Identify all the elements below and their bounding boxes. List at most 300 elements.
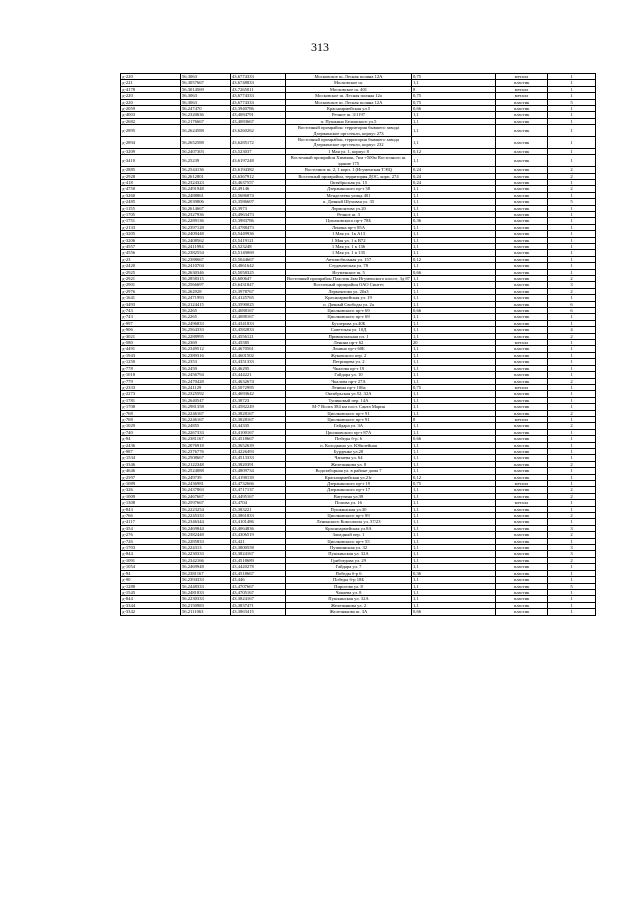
table-row [121, 359, 596, 365]
cell-longitude: 43,38723 [231, 397, 286, 403]
cell-id: д-2682 [121, 118, 181, 124]
cell-address: Тупиковый пер. 14А [286, 397, 412, 403]
cell-material: пластик [496, 205, 548, 211]
cell-latitude: 56,2382554 [181, 250, 231, 256]
cell-latitude: 56,2376776 [181, 448, 231, 454]
table-row [121, 74, 596, 80]
cell-id: д-2901 [121, 282, 181, 288]
cell-longitude: 43,600647 [231, 276, 286, 282]
cell-material: пластик [496, 513, 548, 519]
cell-material: пластик [496, 118, 548, 124]
cell-count: 2 [548, 288, 596, 294]
cell-address: Студенческая ул. 78 [286, 263, 412, 269]
cell-material: пластик [496, 243, 548, 249]
cell-count: 1 [548, 314, 596, 320]
cell-material: пластик [496, 410, 548, 416]
cell-value: 1,1 [412, 551, 496, 557]
cell-longitude: 43,5072995 [231, 384, 286, 390]
cell-address: Циолковского пр-т 78Б [286, 218, 412, 224]
cell-address: Ленина пр-т 60Б [286, 346, 412, 352]
cell-longitude: 43,5449936 [231, 231, 286, 237]
cell-id: д-1009 [121, 493, 181, 499]
cell-longitude: 43,4705167 [231, 589, 286, 595]
cell-count: 1 [548, 442, 596, 448]
cell-id: д-580 [121, 340, 181, 346]
cell-address: п. Пушкино Белинского ул.5 [286, 118, 412, 124]
cell-value: 1,1 [412, 112, 496, 118]
cell-material: пластик [496, 301, 548, 307]
cell-longitude: 43,421 [231, 538, 286, 544]
cell-address: Чапаева ул. 8 [286, 589, 412, 595]
cell-latitude: 56,2289136 [181, 218, 231, 224]
cell-longitude: 43,6260262 [231, 125, 286, 137]
cell-longitude: 43,444221 [231, 372, 286, 378]
cell-count: 2 [548, 276, 596, 282]
cell-id: д-3205 [121, 231, 181, 237]
cell-id: д-1288 [121, 583, 181, 589]
cell-material: пластик [496, 192, 548, 198]
cell-count: 1 [548, 589, 596, 595]
cell-latitude: 56,2471993 [181, 295, 231, 301]
cell-value: 1,1 [412, 137, 496, 149]
cell-longitude: 43,6774333 [231, 99, 286, 105]
cell-material: пластик [496, 173, 548, 179]
cell-value: 1,1 [412, 602, 496, 608]
cell-latitude: 56,2488861 [181, 192, 231, 198]
cell-latitude: 56,2246167 [181, 416, 231, 422]
cell-address: Лермонтова ул. 20а3 [286, 288, 412, 294]
cell-id: д-987 [121, 448, 181, 454]
table-row [121, 525, 596, 531]
cell-longitude: 43,4582833 [231, 327, 286, 333]
cell-id: д-1703 [121, 545, 181, 551]
cell-address: 1 Мая ул. 1, корпус 8 [286, 148, 412, 154]
cell-count: 1 [548, 224, 596, 230]
cell-latitude: 56,2389316 [181, 352, 231, 358]
cell-material: пластик [496, 231, 548, 237]
table-row [121, 327, 596, 333]
table-row [121, 256, 596, 262]
table-row [121, 538, 596, 544]
cell-latitude: 56,2267333 [181, 429, 231, 435]
cell-material: пластик [496, 224, 548, 230]
table-row [121, 416, 596, 422]
cell-value: 1,1 [412, 500, 496, 506]
cell-material: пластик [496, 218, 548, 224]
cell-longitude: 43,4351333 [231, 359, 286, 365]
cell-address: Циолковского пр-т 91 [286, 416, 412, 422]
table-row [121, 423, 596, 429]
cell-longitude: 43,6774333 [231, 74, 286, 80]
cell-count: 2 [548, 557, 596, 563]
cell-longitude: 43,4670561 [231, 346, 286, 352]
cell-value: 1,1 [412, 564, 496, 570]
cell-count: 5 [548, 583, 596, 589]
cell-count: 1 [548, 106, 596, 112]
cell-address: Московское ш. [286, 80, 412, 86]
cell-address: Железнякова ш. 3А [286, 609, 412, 615]
cell-count: 1 [548, 263, 596, 269]
cell-address: Лермонтова ул.20 [286, 205, 412, 211]
cell-latitude: 56,25239 [181, 155, 231, 167]
cell-material: пластик [496, 545, 548, 551]
cell-count: 1 [548, 125, 596, 137]
cell-value: 0,66 [412, 106, 496, 112]
cell-id: д-843 [121, 506, 181, 512]
table-row [121, 282, 596, 288]
cell-longitude: 43,4084791 [231, 112, 286, 118]
cell-id: д-743 [121, 314, 181, 320]
table-row [121, 231, 596, 237]
cell-latitude: 56,2624588 [181, 125, 231, 137]
table-row [121, 155, 596, 167]
cell-id: д-1155 [121, 205, 181, 211]
cell-count: 1 [548, 250, 596, 256]
cell-count: 1 [548, 596, 596, 602]
cell-id: д-4003 [121, 112, 181, 118]
cell-material: пластик [496, 461, 548, 467]
cell-longitude: 43,44335 [231, 423, 286, 429]
table-row [121, 80, 596, 86]
cell-value: 1,1 [412, 455, 496, 461]
cell-longitude: 43,4125765 [231, 295, 286, 301]
cell-material: пластик [496, 564, 548, 570]
cell-latitude: 56,2288995 [181, 333, 231, 339]
cell-latitude: 56,2346344 [181, 519, 231, 525]
cell-latitude: 56,2349512 [181, 346, 231, 352]
cell-material: пластик [496, 269, 548, 275]
cell-material: пластик [496, 263, 548, 269]
cell-value: 1,1 [412, 263, 496, 269]
cell-longitude: 43,4637557 [231, 179, 286, 185]
cell-longitude: 43,4809734 [231, 468, 286, 474]
table-row [121, 276, 596, 282]
table-row [121, 487, 596, 493]
table-row [121, 474, 596, 480]
table-row [121, 468, 596, 474]
cell-material: пластик [496, 429, 548, 435]
cell-longitude: 43,3590025 [231, 301, 286, 307]
cell-id: д-326 [121, 487, 181, 493]
cell-latitude: 56,2437863 [181, 487, 231, 493]
cell-value: 1,1 [412, 442, 496, 448]
cell-latitude: 56,2325592 [181, 391, 231, 397]
cell-address: Циолковского пр-т 87А [286, 429, 412, 435]
cell-id: д-2597 [121, 474, 181, 480]
cell-count: 1 [548, 231, 596, 237]
cell-id: д-1534 [121, 455, 181, 461]
cell-address: Октябрьская ул. 15 [286, 179, 412, 185]
cell-material: пластик [496, 372, 548, 378]
table-row [121, 118, 596, 124]
cell-value: 1,1 [412, 80, 496, 86]
table-row [121, 372, 596, 378]
cell-count: 2 [548, 173, 596, 179]
table-row [121, 346, 596, 352]
cell-material: пластик [496, 468, 548, 474]
cell-value: 1,1 [412, 118, 496, 124]
cell-latitude: 56,2245333 [181, 513, 231, 519]
cell-latitude: 56,3063 [181, 74, 231, 80]
cell-count: 1 [548, 320, 596, 326]
cell-id: д-220 [121, 74, 181, 80]
table-row [121, 218, 596, 224]
cell-value: 1,1 [412, 461, 496, 467]
cell-id: д-2895 [121, 125, 181, 137]
table-row [121, 410, 596, 416]
cell-id: д-2273 [121, 391, 181, 397]
cell-id: д-4750 [121, 186, 181, 192]
table-row [121, 250, 596, 256]
cell-value: 20 [412, 340, 496, 346]
cell-value: 1,1 [412, 557, 496, 563]
cell-longitude: 43,4556121 [231, 333, 286, 339]
table-row [121, 513, 596, 519]
cell-latitude: 56,262928 [181, 288, 231, 294]
cell-count: 1 [548, 577, 596, 583]
cell-id: д-1641 [121, 295, 181, 301]
cell-longitude: 43,3800558 [231, 545, 286, 551]
cell-material: пластик [496, 333, 548, 339]
cell-value: 1,1 [412, 506, 496, 512]
table-row [121, 545, 596, 551]
cell-value: 1,1 [412, 545, 496, 551]
cell-longitude: 43,3828167 [231, 416, 286, 422]
table-row [121, 564, 596, 570]
cell-latitude: 56,2076918 [181, 442, 231, 448]
cell-latitude: 56,2524088 [181, 468, 231, 474]
table-row [121, 224, 596, 230]
cell-material: пластик [496, 532, 548, 538]
cell-id: д-220 [121, 93, 181, 99]
cell-address: Красноармейская ул.21г [286, 474, 412, 480]
cell-value: 1,1 [412, 359, 496, 365]
cell-count: 1 [548, 352, 596, 358]
cell-material: пластик [496, 199, 548, 205]
cell-count: 1 [548, 416, 596, 422]
cell-value: 1,1 [412, 276, 496, 282]
cell-material: пластик [496, 167, 548, 173]
table-row [121, 436, 596, 442]
cell-id: д-768 [121, 410, 181, 416]
cell-longitude: 43,6194382 [231, 167, 286, 173]
cell-longitude: 43,4732666 [231, 481, 286, 487]
table-row [121, 429, 596, 435]
cell-latitude: 56,2039806 [181, 199, 231, 205]
cell-material: пластик [496, 250, 548, 256]
cell-latitude: 56,3014569 [181, 86, 231, 92]
cell-longitude: 43,4088167 [231, 308, 286, 314]
cell-count: 1 [548, 506, 596, 512]
cell-count: 1 [548, 455, 596, 461]
cell-latitude: 56,2564333 [181, 327, 231, 333]
cell-id: д-3021 [121, 333, 181, 339]
cell-count: 1 [548, 436, 596, 442]
cell-address: Циолковского пр-т 69 [286, 314, 412, 320]
cell-latitude: 56,2408562 [181, 237, 231, 243]
cell-material: пластик [496, 570, 548, 576]
cell-longitude: 43,3828167 [231, 410, 286, 416]
cell-id: д-726 [121, 538, 181, 544]
cell-material: металл [496, 86, 548, 92]
cell-count: 1 [548, 211, 596, 217]
table-row [121, 295, 596, 301]
cell-address: Речное ш. 3 [286, 211, 412, 217]
cell-value: 0,24 [412, 167, 496, 173]
cell-value: 1,1 [412, 513, 496, 519]
table-row [121, 397, 596, 403]
cell-value: 0,36 [412, 218, 496, 224]
cell-address: Московское ш. Лесная поляна 12А [286, 99, 412, 105]
cell-value: 1,1 [412, 352, 496, 358]
cell-value: 1,1 [412, 301, 496, 307]
cell-id: д-1091 [121, 557, 181, 563]
cell-count: 1 [548, 295, 596, 301]
cell-count: 1 [548, 519, 596, 525]
table-row [121, 506, 596, 512]
cell-value: 1,1 [412, 186, 496, 192]
cell-value: 1,1 [412, 231, 496, 237]
cell-value: 1,1 [412, 525, 496, 531]
cell-material: пластик [496, 320, 548, 326]
cell-material: пластик [496, 602, 548, 608]
cell-value: 1,1 [412, 583, 496, 589]
cell-material: пластик [496, 365, 548, 371]
table-row [121, 211, 596, 217]
cell-id: д-1751 [121, 218, 181, 224]
cell-latitude: 56,224313 [181, 545, 231, 551]
cell-material: пластик [496, 506, 548, 512]
cell-address: Попова ул. 16 [286, 500, 412, 506]
table-row [121, 596, 596, 602]
cell-id: д-4557 [121, 243, 181, 249]
cell-material: пластик [496, 577, 548, 583]
cell-longitude: 43,6774333 [231, 93, 286, 99]
cell-latitude: 56,2394333 [181, 577, 231, 583]
cell-id: д-1308 [121, 500, 181, 506]
cell-id: д-3342 [121, 609, 181, 615]
cell-address: Гайдара ул. 3А [286, 423, 412, 429]
cell-value: 0,75 [412, 99, 496, 105]
cell-latitude: 56,2382448 [181, 532, 231, 538]
cell-address: Дзержинского пр-т 17 [286, 487, 412, 493]
table-row [121, 455, 596, 461]
cell-material: пластик [496, 359, 548, 365]
cell-material: пластик [496, 308, 548, 314]
cell-count: 1 [548, 74, 596, 80]
table-row [121, 199, 596, 205]
cell-material: пластик [496, 583, 548, 589]
table-row [121, 352, 596, 358]
cell-count: 1 [548, 179, 596, 185]
cell-count: 1 [548, 118, 596, 124]
table-row [121, 301, 596, 307]
cell-material: пластик [496, 352, 548, 358]
cell-count: 1 [548, 384, 596, 390]
cell-count: 2 [548, 186, 596, 192]
cell-material: пластик [496, 404, 548, 410]
cell-material: пластик [496, 397, 548, 403]
data-table [120, 73, 596, 616]
cell-address: 1 Мая ул. 1 к 135 [286, 250, 412, 256]
cell-latitude: 56,2566697 [181, 282, 231, 288]
cell-id: д-1943 [121, 352, 181, 358]
table-row [121, 551, 596, 557]
cell-material: пластик [496, 186, 548, 192]
cell-address: Пушкинская ул. 32А [286, 551, 412, 557]
cell-id: д-4646 [121, 468, 181, 474]
cell-value: 1,1 [412, 519, 496, 525]
cell-material: металл [496, 384, 548, 390]
cell-longitude: 43,4707667 [231, 583, 286, 589]
cell-count: 6 [548, 308, 596, 314]
cell-address: Восточный промрайон, территория бывшего завода Дзержинское оргстекло, корпус 232 [286, 137, 412, 149]
cell-count: 1 [548, 93, 596, 99]
cell-latitude: 56,2436981 [181, 481, 231, 487]
cell-address: Восточный промрайон: территория бывшего завода Дзержинское оргстекло, корпус 273 [286, 125, 412, 137]
cell-material: пластик [496, 436, 548, 442]
cell-value: 1,1 [412, 224, 496, 230]
cell-latitude: 56,2448333 [181, 583, 231, 589]
cell-id: д-2925 [121, 269, 181, 275]
cell-count: 1 [548, 609, 596, 615]
table-row [121, 589, 596, 595]
cell-address: Циолковского пр-т 91 [286, 410, 412, 416]
cell-count: 2 [548, 532, 596, 538]
cell-material: пластик [496, 155, 548, 167]
cell-address: Победы б-р. 6 [286, 436, 412, 442]
cell-count: 1 [548, 474, 596, 480]
cell-value: 0,12 [412, 256, 496, 262]
table-row [121, 205, 596, 211]
table-row [121, 99, 596, 105]
cell-count: 1 [548, 404, 596, 410]
cell-count: 1 [548, 500, 596, 506]
cell-address: Циолковского пр-т 55 [286, 538, 412, 544]
cell-material: металл [496, 416, 548, 422]
cell-count: 1 [548, 137, 596, 149]
cell-value: 0,75 [412, 384, 496, 390]
table-row [121, 192, 596, 198]
cell-latitude: 56,2285833 [181, 538, 231, 544]
cell-address: Западный пер. 1 [286, 532, 412, 538]
cell-value: 1,1 [412, 410, 496, 416]
cell-longitude: 43,4704 [231, 500, 286, 506]
cell-latitude: 56,2630346 [181, 269, 231, 275]
cell-longitude: 43,6285172 [231, 137, 286, 149]
cell-value: 0,36 [412, 570, 496, 576]
cell-value: 0,12 [412, 474, 496, 480]
cell-material: пластик [496, 455, 548, 461]
table-row [121, 461, 596, 467]
cell-address: Бутлерова ул.40Б [286, 320, 412, 326]
cell-longitude: 43,4632674 [231, 378, 286, 384]
cell-longitude: 43,4963473 [231, 211, 286, 217]
table-row [121, 448, 596, 454]
cell-material: пластик [496, 448, 548, 454]
cell-material: пластик [496, 589, 548, 595]
cell-count: 2 [548, 513, 596, 519]
cell-longitude: 43,383221 [231, 506, 286, 512]
cell-count: 1 [548, 340, 596, 346]
cell-longitude: 43,5686874 [231, 192, 286, 198]
cell-longitude: 43,6748833 [231, 80, 286, 86]
cell-value: 1,1 [412, 448, 496, 454]
cell-material: пластик [496, 525, 548, 531]
cell-address: Восточный промрайон Пластик 2км Игуменского шоссе, 3д 87 [287, 276, 410, 281]
cell-material: пластик [496, 125, 548, 137]
cell-id: д-2894 [121, 137, 181, 149]
